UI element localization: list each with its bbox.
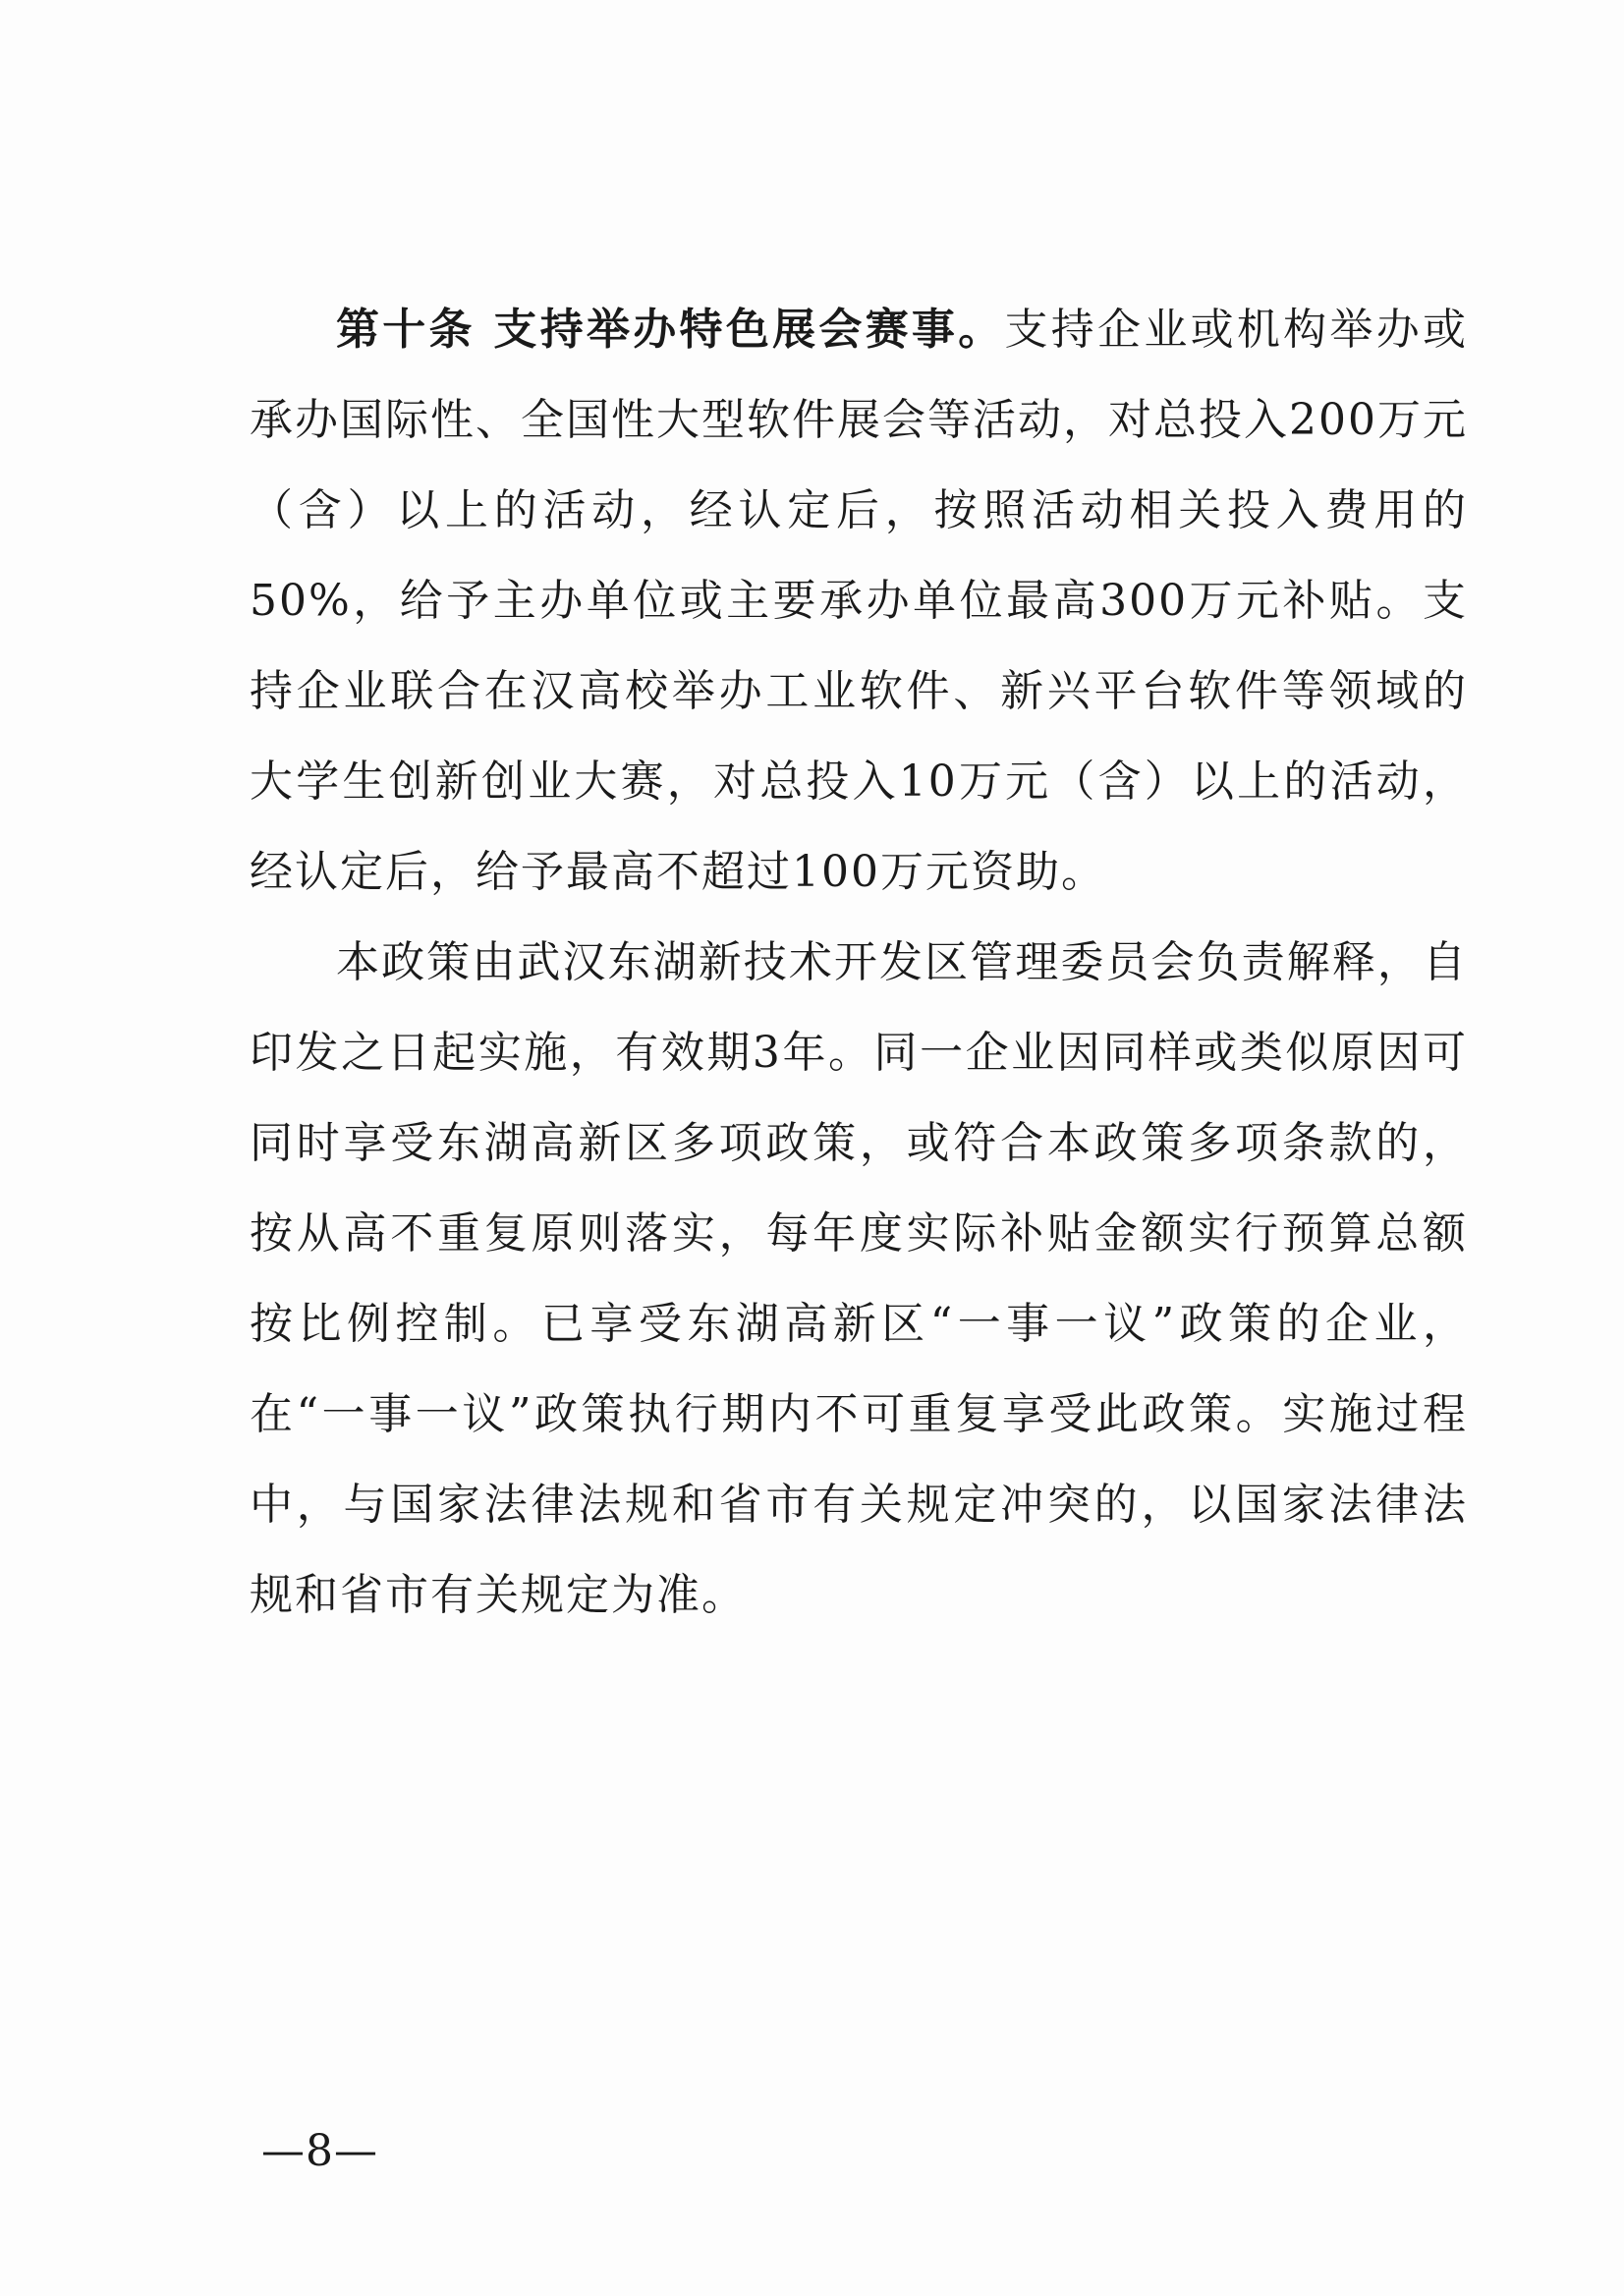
article-10-paragraph (250, 285, 1468, 918)
page-number: —8— (261, 2126, 378, 2176)
article-10-body: 支持企业或机构举办或承办国际性、全国性大型软件展会等活动，对总投入200万元（含）以上的活动，经认定后，按照活动相关投入费用的50%，给予主办单位或主要承办单位最高300万元补贴。支持企业联合在汉高校举办工业软件、新兴平台软件等领域的大学生创新创业大赛，对总投入10万元（含）以上的活动，经认定后，给予最高不超过100万元资助。 (250, 305, 1469, 897)
closing-paragraph: 本政策由武汉东湖新技术开发区管理委员会负责解释，自印发之日起实施，有效期3年。同一企业因同样或类似原因可同时享受东湖高新区多项政策，或符合本政策多项条款的，按从高不重复原则落实，每年度实际补贴金额实行预算总额按比例控制。已享受东湖高新区“一事一议”政策的企业，在“一事一议”政策执行期内不可重复享受此政策。实施过程中，与国家法律法规和省市有关规定冲突的，以国家法律法规和省市有关规定为准。 (250, 937, 1468, 1620)
document-body (250, 285, 1468, 1641)
article-10-heading: 第十条 支持举办特色展会赛事。 (336, 305, 1005, 355)
